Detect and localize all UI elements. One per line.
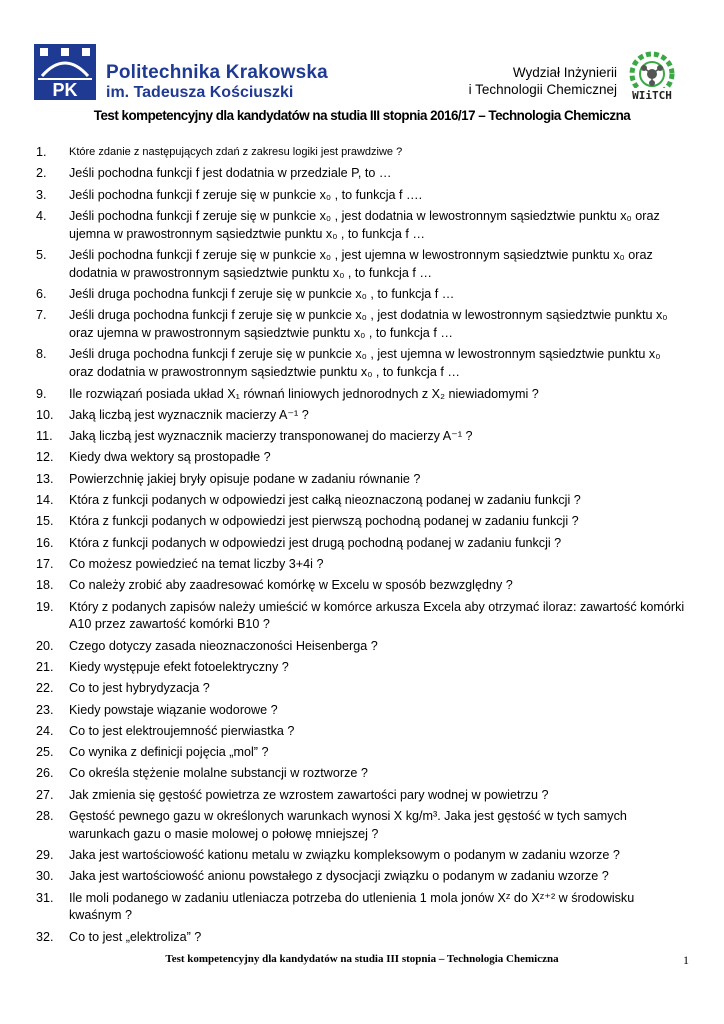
question-item — [0, 187, 724, 208]
question-number: 7. — [36, 308, 47, 323]
question-item — [0, 787, 724, 808]
question-number: 26. — [36, 766, 54, 781]
question-item — [0, 208, 724, 247]
question-text: Która z funkcji podanych w odpowiedzi jest całką nieoznaczoną podanej w zadaniu funkcji ? — [69, 493, 581, 508]
question-item — [0, 723, 724, 744]
svg-text:WIiTCH: WIiTCH — [632, 89, 672, 102]
question-text: Jaka jest wartościowość kationu metalu w związku kompleksowym o podanym w zadaniu wzorze ? — [69, 848, 620, 863]
question-item — [0, 890, 724, 929]
question-number: 5. — [36, 247, 47, 262]
question-text: Który z podanych zapisów należy umieścić w komórce arkusza Excela aby otrzymać iloraz: zawartość komórki A10 przez zawartość komórki B10 ? — [69, 599, 685, 632]
question-text: Kiedy dwa wektory są prostopadłe ? — [69, 450, 271, 465]
page-header — [0, 0, 724, 110]
question-item — [0, 247, 724, 286]
question-text: Jeśli druga pochodna funkcji f zeruje się w punkcie x₀ , jest dodatnia w lewostronnym sąsiedztwie punktu x₀ oraz ujemna w prawostronnym sąsiedztwie punktu x₀ , to funkcja f … — [69, 308, 668, 341]
question-text: Gęstość pewnego gazu w określonych warunkach wynosi X kg/m³. Jaka jest gęstość w tych samych warunkach gazu o masie molowej o połowę mniejszej ? — [69, 809, 627, 841]
question-number: 31. — [36, 890, 54, 905]
witch-logo — [619, 48, 685, 104]
question-item — [0, 847, 724, 868]
university-name: Politechnika Krakowska — [106, 62, 328, 83]
question-text: Co możesz powiedzieć na temat liczby 3+4i ? — [69, 556, 324, 571]
question-number: 2. — [36, 166, 47, 181]
question-text: Co to jest elektroujemność pierwiastka ? — [69, 723, 295, 738]
question-item — [0, 556, 724, 577]
question-number: 11. — [36, 429, 53, 444]
question-number: 10. — [36, 407, 54, 422]
question-text: Co określa stężenie molalne substancji w roztworze ? — [69, 766, 368, 781]
question-number: 14. — [36, 493, 54, 508]
question-text: Co wynika z definicji pojęcia „mol” ? — [69, 745, 269, 760]
question-number: 27. — [36, 787, 54, 802]
question-item — [0, 386, 724, 407]
question-number: 30. — [36, 869, 54, 884]
question-number: 29. — [36, 848, 54, 863]
question-text: Która z funkcji podanych w odpowiedzi jest drugą pochodną podanej w zadaniu funkcji ? — [69, 535, 562, 550]
question-text: Jak zmienia się gęstość powietrza ze wzrostem zawartości pary wodnej w powietrzu ? — [69, 787, 549, 802]
question-text: Jaką liczbą jest wyznacznik macierzy transponowanej do macierzy A⁻¹ ? — [69, 429, 473, 444]
question-text: Co to jest hybrydyzacja ? — [69, 681, 210, 696]
question-number: 21. — [36, 659, 54, 674]
question-text: Ile moli podanego w zadaniu utleniacza potrzeba do utlenienia 1 mola jonów Xᶻ do Xᶻ⁺² w środowisku kwaśnym ? — [69, 890, 635, 923]
question-item — [0, 449, 724, 470]
question-item — [0, 808, 724, 847]
question-number: 19. — [36, 599, 54, 614]
question-number: 16. — [36, 535, 54, 550]
svg-text:PK: PK — [52, 80, 78, 100]
question-number: 18. — [36, 578, 54, 593]
question-item — [0, 599, 724, 638]
question-number: 13. — [36, 471, 54, 486]
question-item — [0, 471, 724, 492]
question-text: Jaką liczbą jest wyznacznik macierzy A⁻¹ ? — [69, 407, 309, 422]
question-text: Jeśli pochodna funkcji f zeruje się w punkcie x₀ , to funkcja f …. — [69, 187, 423, 202]
question-text: Jeśli druga pochodna funkcji f zeruje się w punkcie x₀ , jest ujemna w lewostronnym sąsiedztwie punktu x₀ oraz dodatnia w prawostronnym sąsiedztwie punktu x₀ , to funkcja f … — [69, 347, 661, 380]
question-number: 8. — [36, 347, 47, 362]
question-item — [0, 702, 724, 723]
question-number: 15. — [36, 514, 54, 529]
question-text: Kiedy występuje efekt fotoelektryczny ? — [69, 659, 289, 674]
question-text: Powierzchnię jakiej bryły opisuje podane w zadaniu równanie ? — [69, 471, 421, 486]
question-item — [0, 492, 724, 513]
question-item — [0, 868, 724, 889]
question-text: Czego dotyczy zasada nieoznaczoności Heisenberga ? — [69, 638, 378, 653]
page-number: 1 — [683, 953, 689, 967]
question-text: Jaka jest wartościowość anionu powstałego z dysocjacji związku o podanym w zadaniu wzorze ? — [69, 869, 609, 884]
question-item — [0, 659, 724, 680]
question-text: Ile rozwiązań posiada układ X₁ równań liniowych jednorodnych z X₂ niewiadomymi ? — [69, 386, 539, 401]
question-number: 17. — [36, 556, 54, 571]
question-number: 12. — [36, 450, 54, 465]
question-item — [0, 535, 724, 556]
question-item — [0, 638, 724, 659]
faculty-line-1: Wydział Inżynierii — [512, 65, 617, 80]
question-item — [0, 680, 724, 701]
question-number: 25. — [36, 745, 54, 760]
question-item — [0, 428, 724, 449]
faculty-line-2: i Technologii Chemicznej — [468, 82, 617, 97]
document-title: Test kompetencyjny dla kandydatów na studia III stopnia 2016/17 – Technologia Chemiczna — [93, 108, 631, 123]
question-text: Kiedy powstaje wiązanie wodorowe ? — [69, 702, 278, 717]
question-number: 32. — [36, 929, 54, 944]
question-list — [0, 144, 724, 950]
question-number: 24. — [36, 723, 54, 738]
question-number: 6. — [36, 287, 47, 302]
university-subtitle: im. Tadeusza Kościuszki — [106, 84, 294, 101]
question-number: 3. — [36, 187, 47, 202]
question-item — [0, 307, 724, 346]
question-item — [0, 165, 724, 186]
question-text: Która z funkcji podanych w odpowiedzi jest pierwszą pochodną podanej w zadaniu funkcji ? — [69, 514, 579, 529]
question-text: Jeśli pochodna funkcji f zeruje się w punkcie x₀ , jest dodatnia w lewostronnym sąsiedztwie punktu x₀ oraz ujemna w prawostronnym sąsiedztwie punktu x₀ , to funkcja f … — [69, 208, 660, 241]
pk-logo — [34, 44, 96, 100]
question-item — [0, 577, 724, 598]
question-text: Które zdanie z następujących zdań z zakresu logiki jest prawdziwe ? — [69, 146, 403, 158]
question-item — [0, 929, 724, 950]
question-text: Jeśli pochodna funkcji f jest dodatnia w przedziale P, to … — [69, 166, 392, 181]
question-number: 4. — [36, 208, 47, 223]
question-text: Jeśli druga pochodna funkcji f zeruje się w punkcie x₀ , to funkcja f … — [69, 287, 455, 302]
question-number: 9. — [36, 386, 47, 401]
question-text: Jeśli pochodna funkcji f zeruje się w punkcie x₀ , jest ujemna w lewostronnym sąsiedztwie punktu x₀ oraz dodatnia w prawostronnym sąsiedztwie punktu x₀ , to funkcja f … — [69, 247, 653, 280]
faculty-name — [469, 64, 617, 98]
question-item — [0, 513, 724, 534]
question-item — [0, 407, 724, 428]
question-text: Co to jest „elektroliza” ? — [69, 929, 202, 944]
page-footer: Test kompetencyjny dla kandydatów na studia III stopnia – Technologia Chemiczna — [165, 953, 559, 965]
question-number: 20. — [36, 638, 54, 653]
question-item — [0, 346, 724, 385]
question-text: Co należy zrobić aby zaadresować komórkę w Excelu w sposób bezwzględny ? — [69, 578, 513, 593]
question-number: 23. — [36, 702, 54, 717]
question-number: 22. — [36, 681, 54, 696]
question-item — [0, 144, 724, 165]
question-item — [0, 744, 724, 765]
question-number: 28. — [36, 809, 54, 823]
question-item — [0, 765, 724, 786]
question-number: 1. — [36, 145, 47, 159]
question-item — [0, 286, 724, 307]
